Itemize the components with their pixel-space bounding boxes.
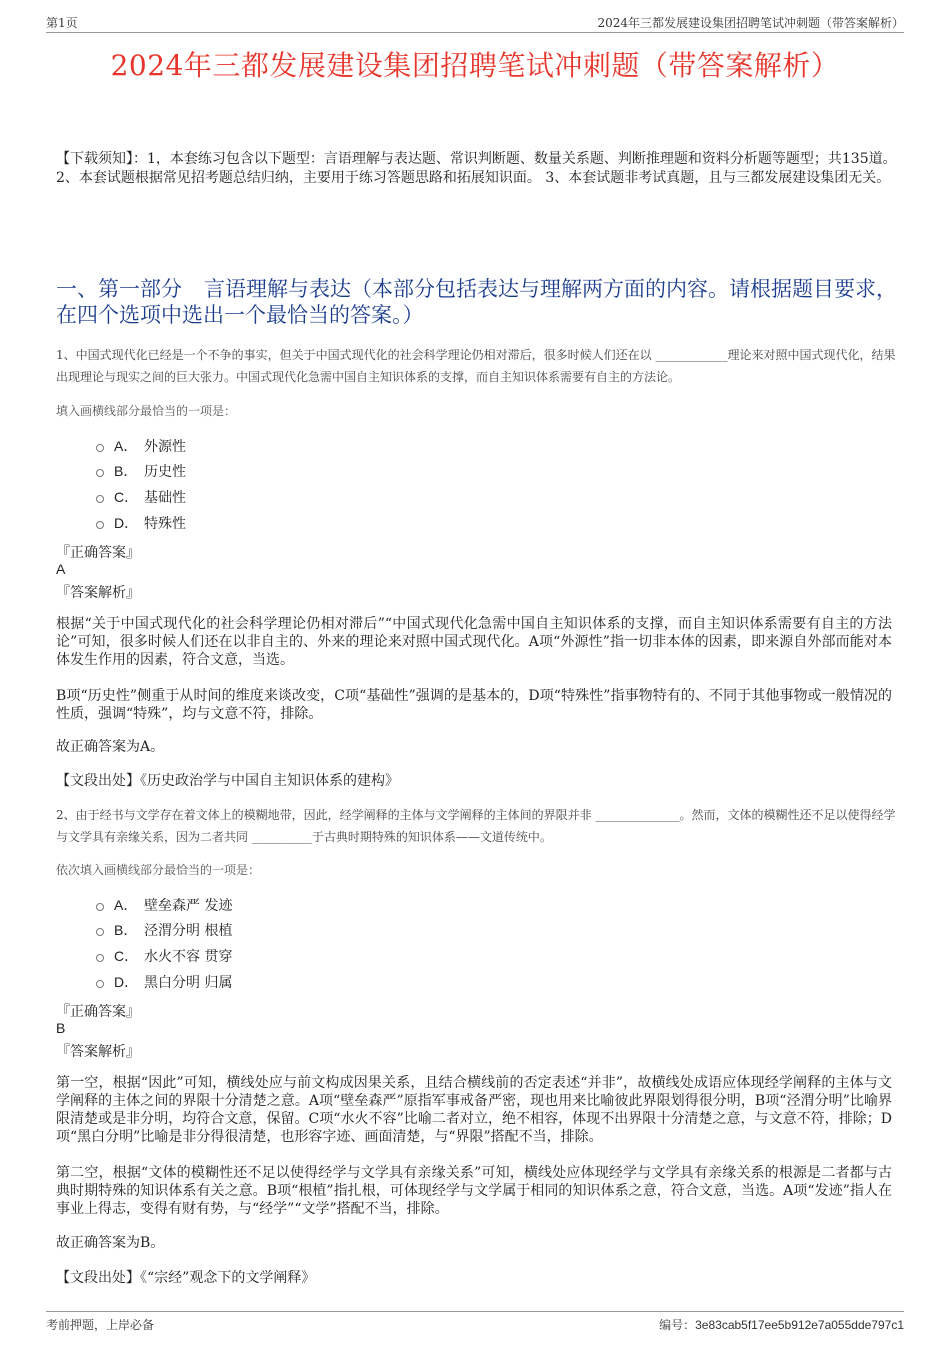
radio-icon[interactable] (96, 903, 104, 911)
radio-icon[interactable] (96, 928, 104, 936)
correct-answer-label: 『正确答案』 (56, 545, 140, 561)
option-b[interactable]: B． 泾渭分明 根植 (96, 918, 232, 944)
radio-icon[interactable] (96, 495, 104, 503)
section-prefix: 一、第一部分 (56, 277, 182, 301)
footer-slogan: 考前押题，上岸必备 (46, 1318, 155, 1332)
question-1-stem: 1、中国式现代化已经是一个不争的事实，但关于中国式现代化的社会科学理论仍相对滞后，很多时候人们还在以 ____________理论来对照中国式现代化，结果出现理论与现实之间的巨大张力。中国式现代化急需中国自主知识体系的支撑，而自主知识体系需要有自主的方法论。 (56, 348, 896, 384)
question-2-instruction: 依次填入画横线部分最恰当的一项是： (56, 863, 261, 877)
radio-icon[interactable] (96, 444, 104, 452)
question-2-answer: B (56, 1020, 66, 1036)
radio-icon[interactable] (96, 469, 104, 477)
question-2-analysis-3: 故正确答案为B。 (56, 1235, 165, 1251)
analysis-label: 『答案解析』 (56, 1044, 140, 1060)
option-c[interactable]: C． 基础性 (96, 484, 186, 510)
question-1-instruction: 填入画横线部分最恰当的一项是： (56, 404, 237, 418)
radio-icon[interactable] (96, 521, 104, 529)
question-2-options (96, 892, 232, 994)
question-1-analysis-1: 根据“关于中国式现代化的社会科学理论仍相对滞后”“中国式现代化急需中国自主知识体系的支撑，而自主知识体系需要有自主的方法论”可知，很多时候人们还在以非自主的、外来的理论来对照中国式现代化。A项“外源性”指一切非本体的因素，即来源自外部而能对本体发生作用的因素，符合文意，当选。 (56, 616, 892, 668)
question-1-options (96, 433, 186, 535)
download-notice: 【下载须知】：1，本套练习包含以下题型：言语理解与表达题、常识判断题、数量关系题、判断推理题和资料分析题等题型；共135道。 2、本套试题根据常见招考题总结归纳，主要用于练习答题思路和拓展知识面。 3、本套试题非考试真题，且与三都发展建设集团无关。 (56, 151, 897, 186)
question-1-answer: A (56, 561, 66, 577)
section-heading (56, 276, 902, 328)
document-code: 编号：3e83cab5f17ee5b912e7a055dde797c1 (659, 1318, 904, 1332)
analysis-label: 『答案解析』 (56, 585, 140, 601)
page-number: 第1页 (46, 16, 78, 30)
question-1-source: 【文段出处】《历史政治学与中国自主知识体系的建构》 (56, 773, 399, 789)
question-2-analysis-2: 第二空，根据“文体的模糊性还不足以使得经学与文学具有亲缘关系”可知，横线处应体现经学与文学具有亲缘关系的根源是二者都与古典时期特殊的知识体系有关之意。B项“根植”指扎根，可体现经学与文学属于相同的知识体系之意，符合文意，当选。A项“发迹”指人在事业上得志，变得有财有势，与“经学”“文学”搭配不当，排除。 (56, 1165, 892, 1217)
page-footer (46, 1311, 904, 1336)
option-a[interactable]: A． 壁垒森严 发迹 (96, 892, 232, 918)
option-d[interactable]: D． 黑白分明 归属 (96, 969, 232, 995)
question-2-analysis-1: 第一空，根据“因此”可知，横线处应与前文构成因果关系，且结合横线前的否定表述“并非”，故横线处成语应体现经学阐释的主体与文学阐释的主体之间的界限十分清楚之意。A项“壁垒森严”原指军事戒备严密，现也用来比喻彼此界限划得很分明，B项“泾渭分明”比喻界限清楚或是非分明，均符合文意，保留。C项“水火不容”比喻二者对立，绝不相容，体现不出界限十分清楚之意，与文意不符，排除；D项“黑白分明”比喻是非分得很清楚，也形容字迹、画面清楚，与“界限”搭配不当，排除。 (56, 1075, 892, 1145)
question-2-stem: 2、由于经书与文学存在着文体上的模糊地带，因此，经学阐释的主体与文学阐释的主体间的界限并非 ______________。然而，文体的模糊性还不足以使得经学与文学具有亲缘关系，因为二者共同 __________于古典时期特殊的知识体系——文道传统中。 (56, 808, 896, 844)
section-text: 言语理解与表达（本部分包括表达与理解两方面的内容。请根据题目要求，在四个选项中选出一个最恰当的答案。） (56, 277, 897, 327)
option-a[interactable]: A． 外源性 (96, 433, 186, 459)
question-1-analysis-3: 故正确答案为A。 (56, 739, 165, 755)
header-doc-title: 2024年三都发展建设集团招聘笔试冲刺题（带答案解析） (597, 16, 904, 30)
radio-icon[interactable] (96, 954, 104, 962)
radio-icon[interactable] (96, 980, 104, 988)
correct-answer-label: 『正确答案』 (56, 1004, 140, 1020)
question-1-analysis-2: B项“历史性”侧重于从时间的维度来谈改变，C项“基础性”强调的是基本的，D项“特殊性”指事物特有的、不同于其他事物或一般情况的性质，强调“特殊”，均与文意不符，排除。 (56, 688, 892, 722)
option-d[interactable]: D． 特殊性 (96, 510, 186, 536)
question-2-source: 【文段出处】《“宗经”观念下的文学阐释》 (56, 1270, 316, 1286)
page-header (46, 10, 904, 33)
option-b[interactable]: B． 历史性 (96, 459, 186, 485)
option-c[interactable]: C． 水火不容 贯穿 (96, 943, 232, 969)
document-title: 2024年三都发展建设集团招聘笔试冲刺题（带答案解析） (110, 49, 840, 82)
